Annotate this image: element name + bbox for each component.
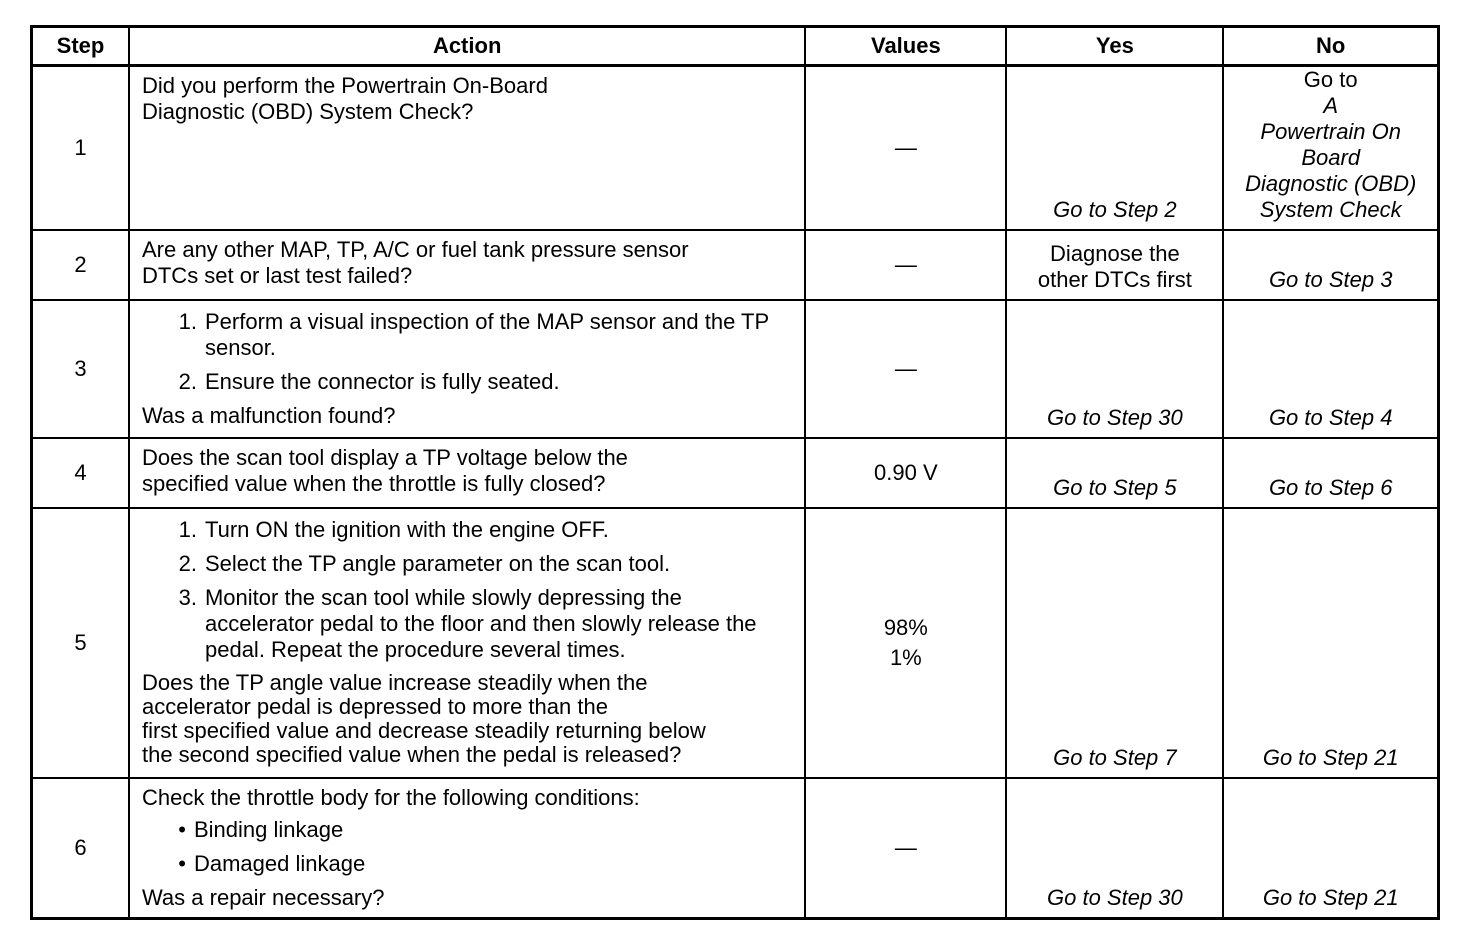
procedure-step-text: Ensure the connector is fully seated. [204, 369, 560, 394]
no-result-link: A [1323, 93, 1339, 118]
action-text: Did you perform the Powertrain On-Board [141, 73, 548, 98]
action-text: DTCs set or last test failed? [141, 263, 413, 288]
table-row-step-1 [32, 66, 1439, 231]
second-specified-value: 1% [889, 645, 922, 670]
question-text: accelerator pedal is depressed to more than the [141, 694, 608, 719]
no-result-link: Diagnostic (OBD) [1245, 171, 1417, 196]
action-cell [129, 438, 805, 508]
yes-result [1006, 230, 1223, 300]
table-row-step-4 [32, 438, 1439, 508]
no-result-link: Powertrain On [1260, 119, 1402, 144]
header-action: Action [129, 27, 805, 66]
procedure-step-text: Select the TP angle parameter on the scan tool. [204, 551, 671, 576]
action-cell [129, 508, 805, 778]
value-cell: — [805, 778, 1006, 919]
no-result: Go to Step 6 [1223, 438, 1438, 508]
action-text: Diagnostic (OBD) System Check? [141, 99, 474, 124]
action-cell [129, 300, 805, 438]
action-cell [129, 230, 805, 300]
procedure-step-text: Turn ON the ignition with the engine OFF. [204, 517, 609, 542]
procedure-step [142, 551, 794, 577]
procedure-step-number: 1. [178, 517, 197, 542]
value-cell: 0.90 V [805, 438, 1006, 508]
step-number: 3 [32, 300, 129, 438]
no-result: Go to Step 4 [1223, 300, 1438, 438]
procedure-step-text: Perform a visual inspection of the MAP sensor and the TP sensor. [204, 309, 769, 360]
procedure-step [142, 517, 794, 543]
header-row [32, 27, 1439, 66]
step-number: 1 [32, 66, 129, 231]
diagnostic-table [30, 25, 1440, 920]
yes-result-text: other DTCs first [1037, 267, 1192, 292]
procedure-step-number: 2. [178, 369, 197, 394]
header-yes: Yes [1006, 27, 1223, 66]
value-cell: — [805, 300, 1006, 438]
no-result-prefix: Go to [1303, 67, 1358, 92]
value-cell: — [805, 66, 1006, 231]
procedure-step-number: 2. [178, 551, 197, 576]
condition-item [142, 817, 794, 843]
question-text: Was a repair necessary? [141, 885, 385, 910]
bullet-icon: • [178, 851, 186, 876]
table-row-step-2 [32, 230, 1439, 300]
no-result-link: System Check [1259, 197, 1402, 222]
procedure-list [142, 309, 794, 395]
condition-text: Binding linkage [193, 817, 344, 842]
header-step: Step [32, 27, 129, 66]
question-text: Was a malfunction found? [141, 403, 396, 428]
table-row-step-3 [32, 300, 1439, 438]
question-text: the second specified value when the pedal is released? [141, 742, 682, 767]
step-number: 2 [32, 230, 129, 300]
question-text: first specified value and decrease steadily returning below [141, 718, 706, 743]
procedure-step [142, 369, 794, 395]
step-number: 6 [32, 778, 129, 919]
no-result: Go to Step 21 [1223, 778, 1438, 919]
yes-result: Go to Step 30 [1006, 778, 1223, 919]
header-no: No [1223, 27, 1438, 66]
procedure-step [142, 585, 794, 663]
header-values: Values [805, 27, 1006, 66]
yes-result: Go to Step 7 [1006, 508, 1223, 778]
no-result-link: Board [1301, 145, 1361, 170]
condition-text: Damaged linkage [193, 851, 366, 876]
procedure-step [142, 309, 794, 361]
action-text: Does the scan tool display a TP voltage below the [141, 445, 628, 470]
table-row-step-5 [32, 508, 1439, 778]
procedure-step-number: 3. [178, 585, 197, 610]
procedure-step-text: Monitor the scan tool while slowly depressing the accelerator pedal to the floor and then slowly release the pedal. Repeat the procedure several times. [204, 585, 757, 662]
action-text: specified value when the throttle is fully closed? [141, 471, 606, 496]
value-cell: — [805, 230, 1006, 300]
action-text: Are any other MAP, TP, A/C or fuel tank pressure sensor [141, 237, 689, 262]
action-cell [129, 778, 805, 919]
condition-list [142, 817, 794, 877]
diagnostic-table-page [30, 25, 1440, 920]
no-result: Go to Step 21 [1223, 508, 1438, 778]
step-number: 5 [32, 508, 129, 778]
no-result [1223, 66, 1438, 231]
question-text: Does the TP angle value increase steadily when the [141, 670, 648, 695]
bullet-icon: • [178, 817, 186, 842]
question-block [142, 671, 794, 767]
procedure-list [142, 517, 794, 663]
yes-result-text: Diagnose the [1050, 241, 1180, 266]
procedure-step-number: 1. [178, 309, 197, 334]
no-result: Go to Step 3 [1223, 230, 1438, 300]
action-text: Check the throttle body for the following conditions: [141, 785, 640, 810]
yes-result: Go to Step 5 [1006, 438, 1223, 508]
yes-result: Go to Step 30 [1006, 300, 1223, 438]
value-cell [805, 508, 1006, 778]
table-row-step-6 [32, 778, 1439, 919]
step-number: 4 [32, 438, 129, 508]
condition-item [142, 851, 794, 877]
yes-result: Go to Step 2 [1006, 66, 1223, 231]
first-specified-value: 98% [883, 615, 928, 640]
action-cell [129, 66, 805, 231]
